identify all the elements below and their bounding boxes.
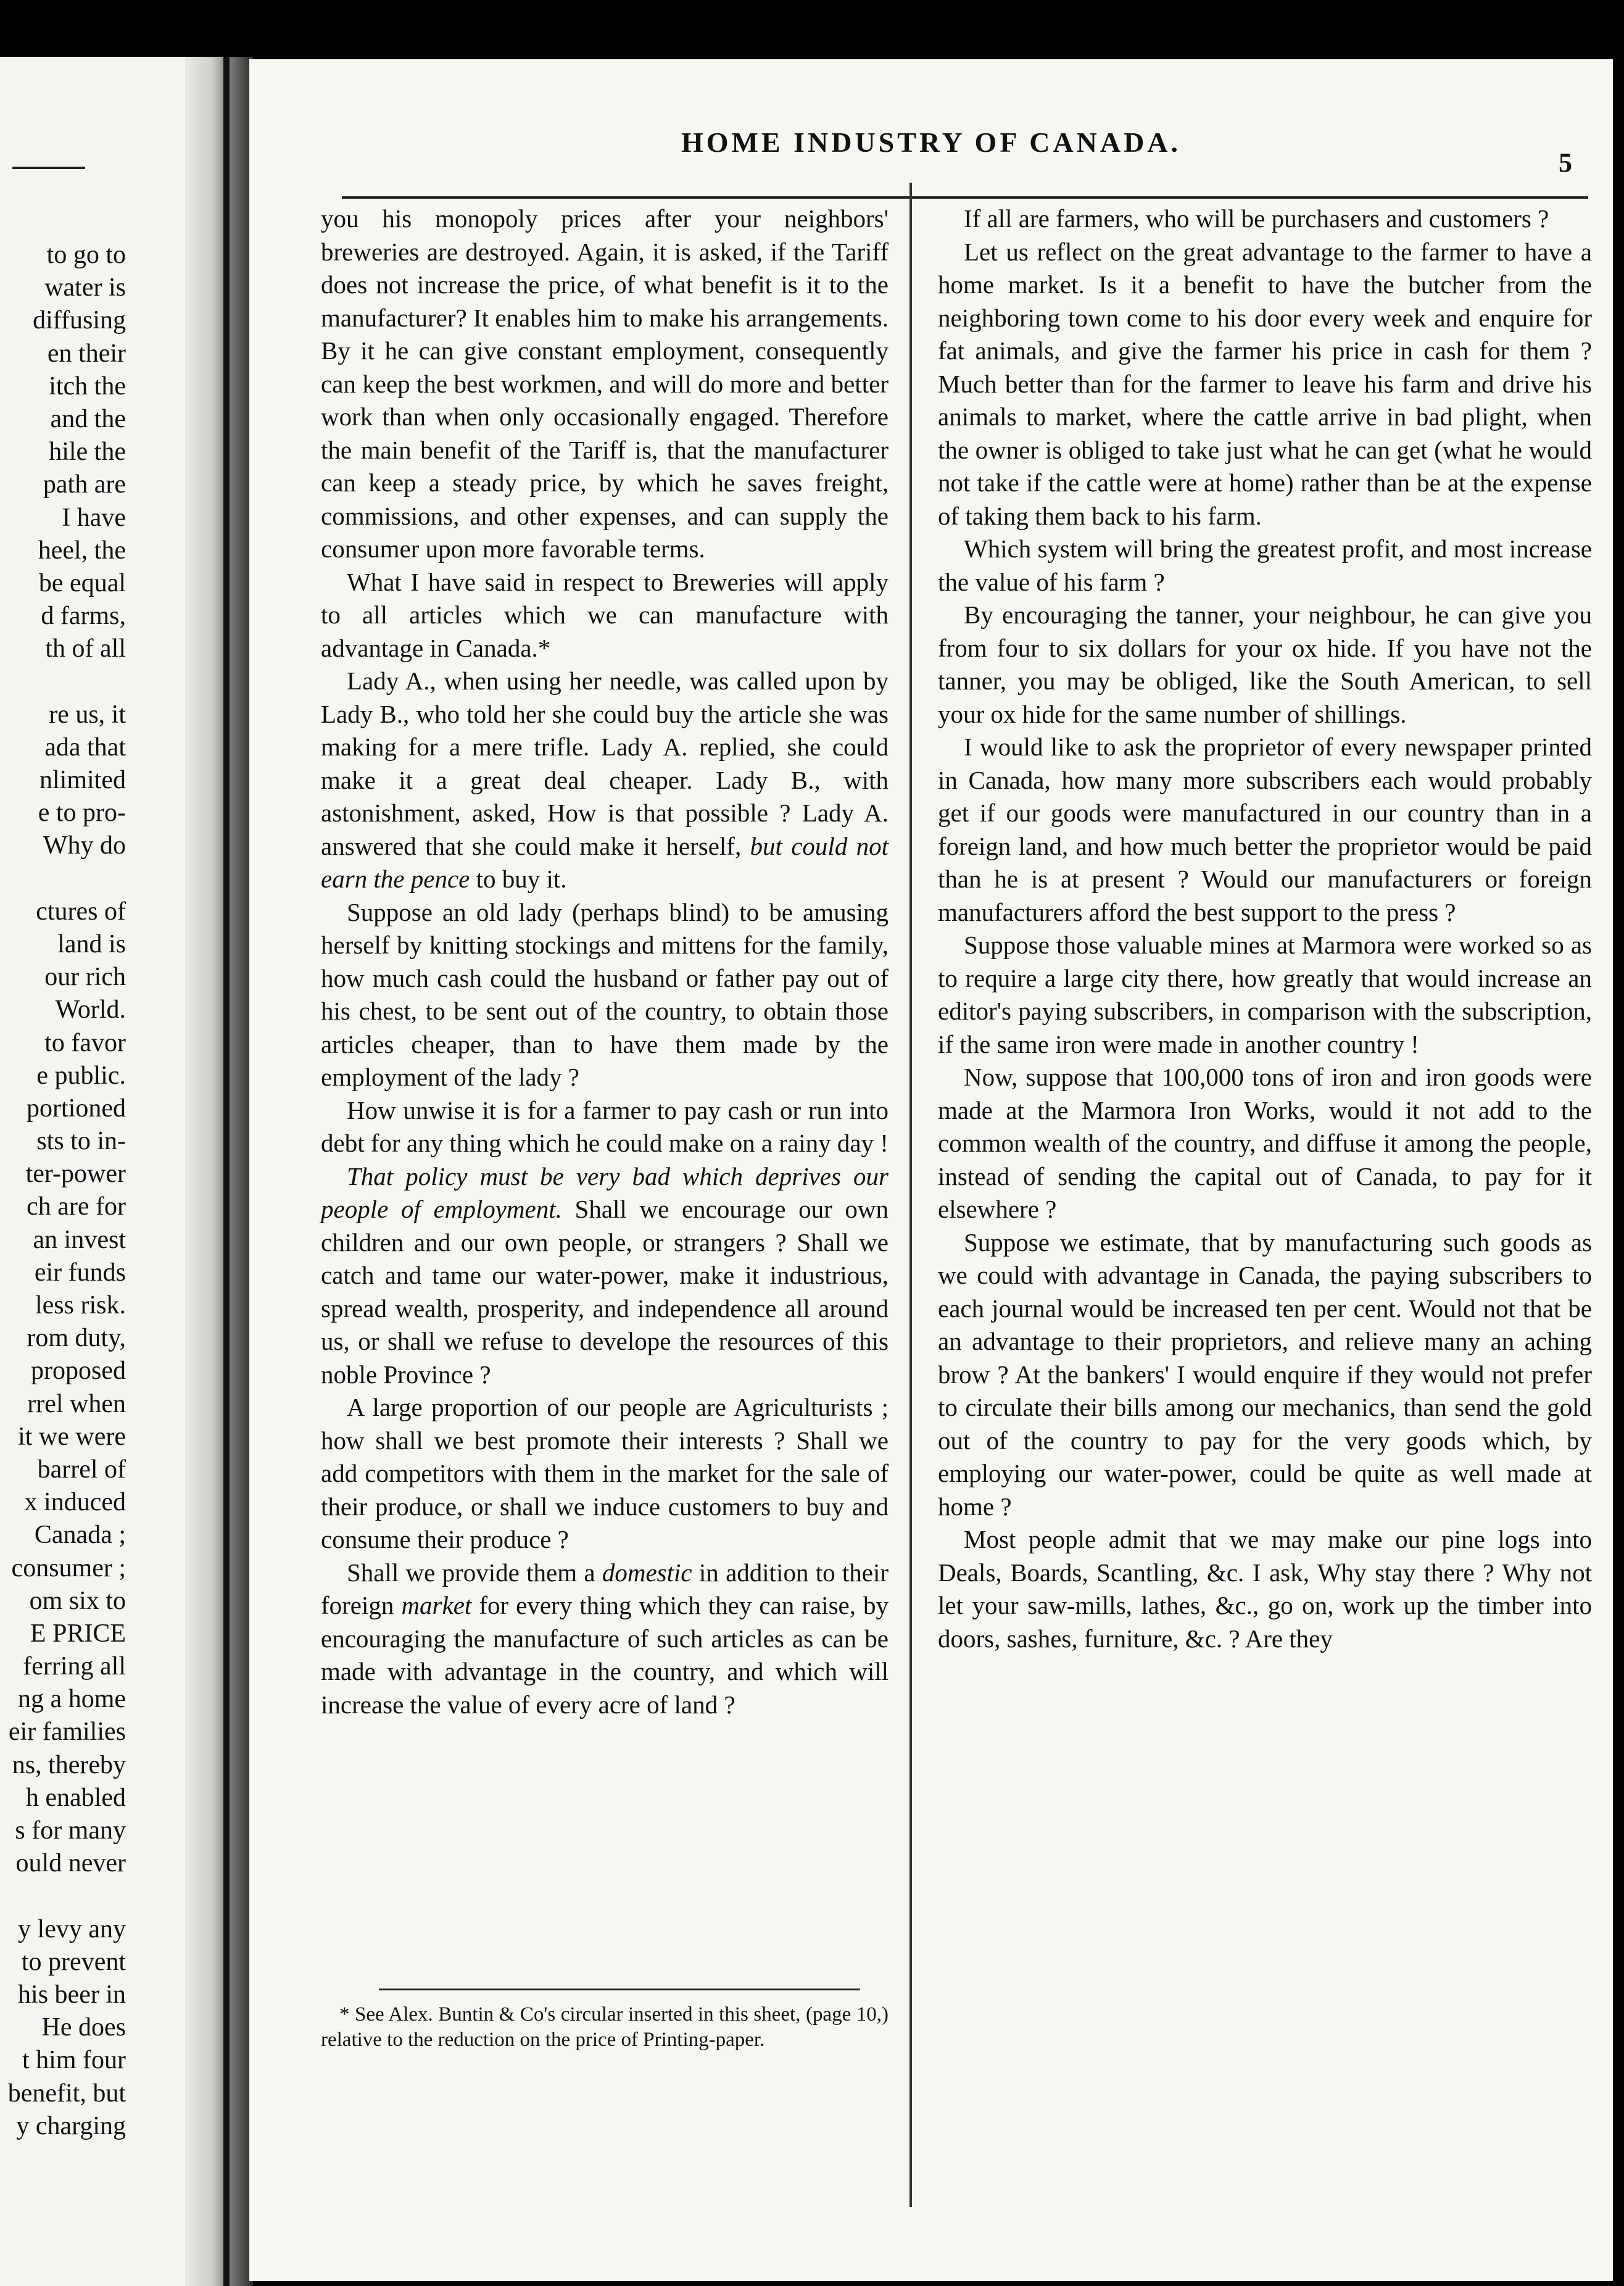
left-page-fragment-line: y charging xyxy=(16,2111,126,2140)
paragraph-text: What I have said in respect to Breweries will apply to all articles which we can manufacture with advantage in Canada.* xyxy=(321,567,889,662)
paragraph-text: I would like to ask the proprietor of every newspaper printed in Canada, how many more subscribers each would probably get if our goods were manufactured in our country than in a foreign land, and how much better the proprietor would be paid than he is at present ? Would our manufacturers or foreign manufacturers afford the best support to the press ? xyxy=(938,733,1592,926)
left-page-fragment-line: an invest xyxy=(33,1225,126,1254)
left-page-fragment-line: nlimited xyxy=(39,766,126,794)
footnote-rule xyxy=(379,1989,860,1990)
left-page-fragment-line: ter-power xyxy=(25,1160,126,1189)
left-page-fragment-line: e to pro- xyxy=(38,799,126,828)
left-page-fragment-line xyxy=(8,863,126,896)
left-page-fragment-line: our rich xyxy=(44,963,126,992)
paragraph-text: If all are farmers, who will be purchasers and customers ? xyxy=(964,204,1549,233)
paragraph xyxy=(938,1061,1592,1226)
paragraph xyxy=(321,202,889,566)
paragraph xyxy=(321,896,889,1094)
left-page-fragment-line: consumer ; xyxy=(11,1553,126,1582)
left-page-fragment-line: itch the xyxy=(49,372,126,401)
paragraph-text: in addition to their foreign xyxy=(321,1558,889,1619)
paragraph xyxy=(938,929,1592,1061)
left-page-fragment-line: th of all xyxy=(45,634,126,663)
left-page-fragment-line: to favor xyxy=(44,1028,126,1057)
left-page-fragment-line: rrel when xyxy=(27,1389,126,1418)
paragraph-text: for every thing which they can raise, by encouraging the manufacture of such articles as can be made with advantage in the country, and which will increase the value of every acre of land ? xyxy=(321,1591,889,1719)
left-page-fragment-line: I have xyxy=(62,503,126,532)
left-page-fragment-line: He does xyxy=(41,2013,126,2042)
left-page-fragment-line: t him four xyxy=(22,2046,126,2075)
book-spine xyxy=(223,57,230,2286)
left-page-fragment-line: World. xyxy=(55,995,126,1025)
left-page-fragment-line: it we were xyxy=(18,1422,126,1451)
paragraph xyxy=(321,1160,889,1392)
left-page-fragment-line: heel, the xyxy=(38,536,126,565)
right-column xyxy=(938,202,1592,1655)
left-page-fragment-line: y levy any xyxy=(18,1914,126,1943)
left-page-fragment-line: land is xyxy=(57,929,126,958)
left-page-fragment-line: portioned xyxy=(27,1094,126,1123)
paragraph xyxy=(938,236,1592,533)
left-page-fragment-line: be equal xyxy=(38,568,126,597)
paragraph xyxy=(938,533,1592,599)
left-page-fragment-line: benefit, but xyxy=(7,2079,126,2108)
paragraph-text: How unwise it is for a farmer to pay cash or run into debt for any thing which he could make on a rainy day ! xyxy=(321,1095,889,1157)
paragraph xyxy=(321,1557,889,1722)
emphasis-text: but could not earn the pence xyxy=(321,831,889,893)
left-page-fragment-line: en their xyxy=(47,339,126,368)
left-page-fragment-line: Why do xyxy=(43,831,126,860)
left-page-text-fragments xyxy=(8,239,126,2143)
footnote: * See Alex. Buntin & Co's circular inserted in this sheet, (page 10,) relative to the reduction on the price of Printing-paper. xyxy=(321,2003,889,2051)
left-page-fragment-line: ns, thereby xyxy=(12,1750,126,1779)
emphasis-text: market xyxy=(401,1591,472,1619)
header-rule xyxy=(342,196,1588,199)
left-page-fragment-line: ould never xyxy=(15,1849,126,1878)
left-page-fragment-line: diffusing xyxy=(33,306,126,335)
left-page-fragment-line: eir funds xyxy=(34,1258,126,1287)
paragraph-text: Suppose those valuable mines at Marmora were worked so as to require a large city there, how greatly that would increase an editor's paying subscribers, in comparison with the subscription, if the same iron were made in another country ! xyxy=(938,931,1592,1058)
left-page-fragment-line: om six to xyxy=(29,1586,126,1615)
left-page-fragment-line: water is xyxy=(44,273,126,302)
left-page-fragment-line xyxy=(8,1880,126,1913)
left-facing-page xyxy=(0,57,185,2286)
left-page-fragment-line: ch are for xyxy=(27,1192,126,1221)
left-page-fragment-line: s for many xyxy=(15,1816,126,1845)
left-column xyxy=(321,202,889,1721)
emphasis-text: domestic xyxy=(602,1558,692,1587)
paragraph xyxy=(938,731,1592,929)
main-page xyxy=(249,59,1613,2281)
emphasis-text: That policy must be very bad which deprives our people of employment. xyxy=(321,1162,889,1223)
left-page-fragment-line: eir families xyxy=(8,1718,126,1747)
paragraph-text: Suppose an old lady (perhaps blind) to be amusing herself by knitting stockings and mittens for the family, how much cash could the husband or father pay out of his chest, to be sent out of the country, to obtain those articles cheaper, than to have them made by the employment of the lady ? xyxy=(321,897,889,1091)
paragraph-text: Now, suppose that 100,000 tons of iron and iron goods were made at the Marmora Iron Works, would it not add to the common wealth of the country, and diffuse it among the people, instead of sending the capital out of Canada, to pay for it elsewhere ? xyxy=(938,1063,1592,1223)
left-page-fragment-line: rom duty, xyxy=(27,1324,126,1353)
left-page-fragment-line: to prevent xyxy=(21,1947,126,1976)
left-page-fragment-line: ada that xyxy=(44,733,126,762)
paragraph-text: Which system will bring the greatest profit, and most increase the value of his farm ? xyxy=(938,534,1592,596)
page-number: 5 xyxy=(1559,148,1572,178)
left-page-fragment-line: d farms, xyxy=(41,602,126,631)
left-page-fragment-line: proposed xyxy=(31,1357,126,1386)
left-page-fragment-line: E PRICE xyxy=(30,1619,126,1648)
left-page-fragment-line: h enabled xyxy=(25,1783,126,1812)
paragraph-text: Shall we encourage our own children and our own people, or strangers ? Shall we catch and tame our water-power, make it industrious, spread wealth, prosperity, and independence all around us, or shall we refuse to develope the resources of this noble Province ? xyxy=(321,1195,889,1389)
paragraph xyxy=(938,599,1592,731)
left-page-fragment-line: re us, it xyxy=(49,700,126,729)
book-gutter xyxy=(185,57,253,2286)
paragraph-text: Lady A., when using her needle, was called upon by Lady B., who told her she could buy the article she was making for a mere trifle. Lady A. replied, she could make it a great deal cheaper. Lady B., with astonishment, asked, How is that possible ? Lady A. answered that she could make it herself, xyxy=(321,667,889,860)
paragraph-text: Most people admit that we may make our pine logs into Deals, Boards, Scantling, &c. I ask, Why stay there ? Why not let your saw-mills, lathes, &c., go on, work up the timber into doors, sashes, furniture, &c. ? Are they xyxy=(938,1525,1592,1653)
paragraph-text: to buy it. xyxy=(476,865,567,893)
paragraph xyxy=(321,566,889,665)
paragraph-text: By encouraging the tanner, your neighbour, he can give you from four to six dollars for your ox hide. If you have not the tanner, you may be obliged, like the South American, to sell your ox hide for the same number of shillings. xyxy=(938,601,1592,728)
left-page-fragment-line: his beer in xyxy=(18,1980,126,2009)
column-divider xyxy=(909,183,912,2207)
left-page-fragment-line: sts to in- xyxy=(36,1127,126,1156)
left-page-fragment-line: ng a home xyxy=(18,1685,126,1714)
left-page-fragment-line: hile the xyxy=(49,438,126,467)
paragraph-text: you his monopoly prices after your neighbors' breweries are destroyed. Again, it is asked, if the Tariff does not increase the price, of what benefit is it to the manufacturer? It enables him to make his arrangements. By it he can give constant employment, consequently can keep the best workmen, and will do more and better work than when only occasionally engaged. Therefore the main benefit of the Tariff is, that the manufacturer can keep a steady price, by which he saves freight, commissions, and other expenses, and can supply the consumer upon more favorable terms. xyxy=(321,204,889,563)
left-page-fragment-line: ctures of xyxy=(36,897,126,926)
paragraph xyxy=(938,1226,1592,1524)
paragraph xyxy=(938,1523,1592,1655)
left-page-rule xyxy=(12,167,85,169)
page-header-title: HOME INDUSTRY OF CANADA. xyxy=(681,127,1182,158)
left-page-fragment-line: Canada ; xyxy=(34,1521,126,1550)
paragraph xyxy=(321,1391,889,1557)
left-page-fragment-line: ferring all xyxy=(23,1652,126,1681)
left-page-fragment-line: and the xyxy=(50,404,126,433)
paragraph-text: Let us reflect on the great advantage to the farmer to have a home market. Is it a benefit to have the butcher from the neighboring town come to his door every week and enquire for fat animals, and give the farmer his price in cash for them ? Much better than for the farmer to leave his farm and drive his animals to market, where the cattle arrive in bad plight, when the owner is obliged to take just what he can get (what he would not take if the cattle were at home) rather than be at the expense of taking them back to his farm. xyxy=(938,237,1592,530)
paragraph-text: A large proportion of our people are Agriculturists ; how shall we best promote their interests ? Shall we add competitors with them in the market for the sale of their produce, or shall we induce customers to buy and consume their produce ? xyxy=(321,1393,889,1553)
left-page-fragment-line: to go to xyxy=(46,241,126,269)
paragraph-text: Shall we provide them a xyxy=(347,1558,595,1587)
left-page-fragment-line: x induced xyxy=(24,1488,126,1517)
left-page-fragment-line: barrel of xyxy=(37,1455,126,1484)
paragraph-text: Suppose we estimate, that by manufacturing such goods as we could with advantage in Canada, the paying subscribers to each journal would be increased ten per cent. Would not that be an advantage to their proprietors, and relieve many an aching brow ? At the bankers' I would enquire if they would not prefer to circulate their bills among our mechanics, than send the gold out of the country to pay for the very goods which, by employing our water-power, could be quite as well made at home ? xyxy=(938,1228,1592,1521)
paragraph xyxy=(321,665,889,896)
left-page-fragment-line: path are xyxy=(43,470,126,499)
left-page-fragment-line: less risk. xyxy=(35,1291,126,1320)
paragraph xyxy=(321,1094,889,1160)
left-page-fragment-line: e public. xyxy=(36,1061,126,1090)
paragraph xyxy=(938,202,1592,236)
left-page-fragment-line xyxy=(8,665,126,698)
